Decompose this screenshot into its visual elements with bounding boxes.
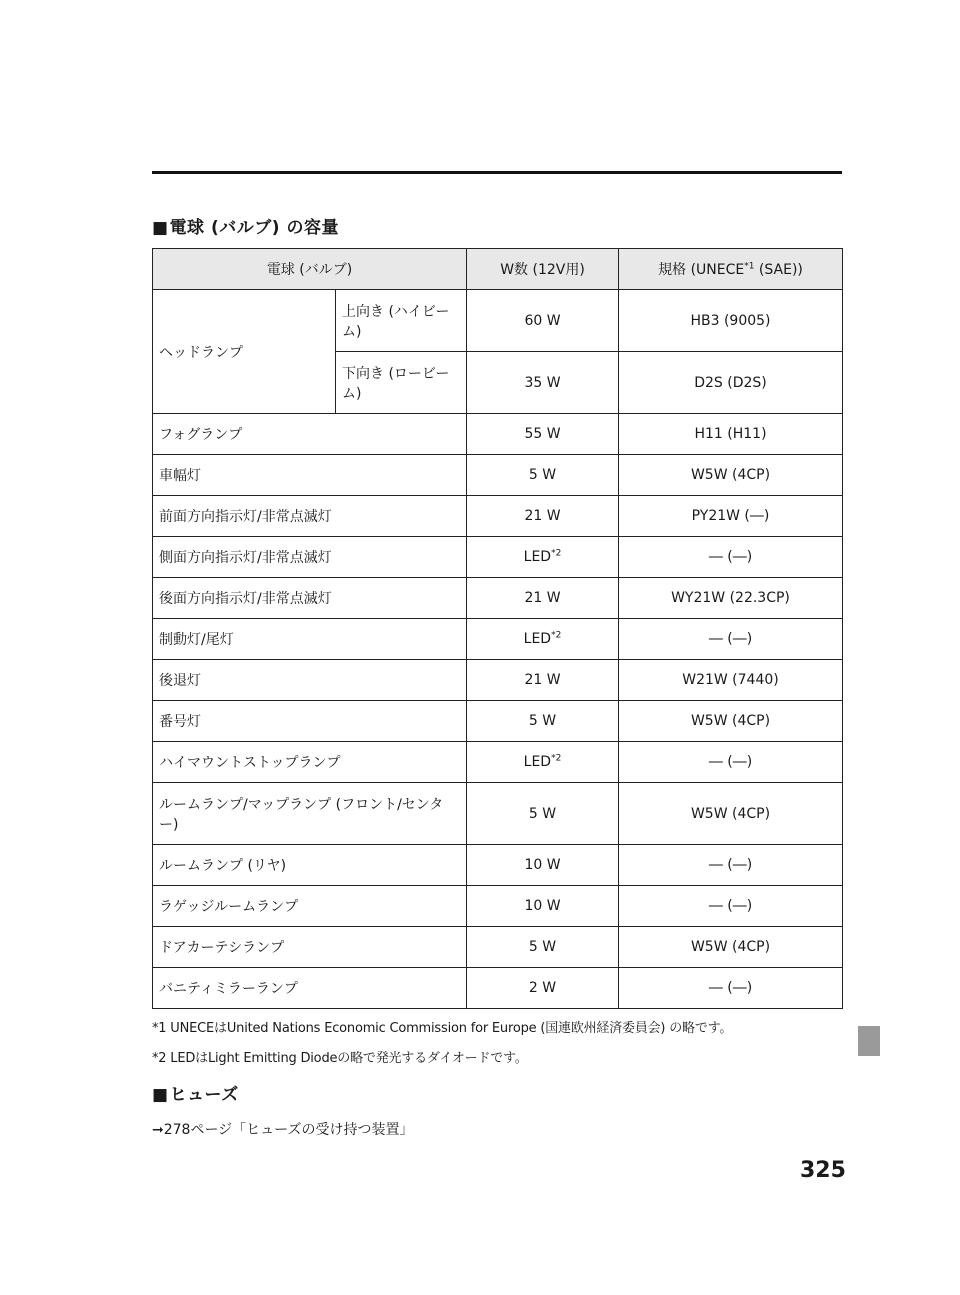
- header-watt: W数 (12V用): [467, 249, 619, 290]
- bulb-name: ルームランプ/マップランプ (フロント/センター): [153, 783, 467, 845]
- table-row: [153, 968, 843, 1009]
- bulb-spec: ― (―): [619, 537, 843, 578]
- header-spec-tail: (SAE)): [754, 262, 803, 278]
- bulb-watt-text: 21 W: [524, 590, 561, 606]
- table-row: [153, 660, 843, 701]
- bulb-watt-text: 5 W: [528, 713, 557, 729]
- bulb-watt-text: 2 W: [528, 980, 557, 996]
- bulb-section-title: 電球 (バルブ) の容量: [169, 218, 339, 238]
- bulb-watt: [467, 927, 619, 968]
- table-row: [153, 578, 843, 619]
- bulb-spec: W5W (4CP): [619, 701, 843, 742]
- bulb-watt-text: 55 W: [524, 426, 561, 442]
- bulb-spec: W5W (4CP): [619, 927, 843, 968]
- bulb-watt-text: 10 W: [524, 898, 561, 914]
- table-row: [153, 496, 843, 537]
- footnote-ref: *2: [551, 753, 562, 764]
- top-rule: [152, 171, 842, 174]
- bulb-name: ドアカーテシランプ: [153, 927, 467, 968]
- bulb-watt: [467, 742, 619, 783]
- bulb-watt-text: LED: [523, 631, 552, 647]
- bulb-spec: ― (―): [619, 968, 843, 1009]
- bulb-name: フォグランプ: [153, 414, 467, 455]
- bulb-spec: W5W (4CP): [619, 455, 843, 496]
- bulb-watt-text: LED: [523, 549, 552, 565]
- page-number: 325: [800, 1158, 846, 1183]
- table-row: [153, 845, 843, 886]
- footnote-1: *1 UNECEはUnited Nations Economic Commission for Europe (国連欧州経済委員会) の略です。: [152, 1021, 733, 1036]
- square-marker-icon: ■: [152, 1085, 169, 1105]
- header-spec: [619, 249, 843, 290]
- fuse-page-reference[interactable]: [152, 1119, 413, 1139]
- headlamp-high-watt: 60 W: [467, 290, 619, 352]
- footnote-ref: *2: [551, 548, 562, 559]
- bulb-name: 制動灯/尾灯: [153, 619, 467, 660]
- bulb-capacity-table: [152, 248, 843, 1009]
- header-spec-text: 規格 (UNECE: [658, 262, 745, 278]
- footnote-2: *2 LEDはLight Emitting Diodeの略で発光するダイオードです。: [152, 1051, 528, 1066]
- bulb-name: 車幅灯: [153, 455, 467, 496]
- table-row: [153, 742, 843, 783]
- bulb-name: 前面方向指示灯/非常点滅灯: [153, 496, 467, 537]
- bulb-watt-text: 5 W: [528, 805, 557, 822]
- bulb-spec: PY21W (―): [619, 496, 843, 537]
- bulb-watt: [467, 701, 619, 742]
- headlamp-low-label: 下向き (ロービーム): [336, 352, 467, 414]
- fuse-reference-text: 278ページ「ヒューズの受け持つ装置」: [163, 1122, 414, 1138]
- table-row: [153, 455, 843, 496]
- bulb-watt: [467, 619, 619, 660]
- bulb-spec: ― (―): [619, 845, 843, 886]
- square-marker-icon: ■: [152, 218, 169, 238]
- bulb-watt: [467, 578, 619, 619]
- table-row: [153, 886, 843, 927]
- bulb-watt: [467, 537, 619, 578]
- table-row: [153, 927, 843, 968]
- headlamp-low-watt: 35 W: [467, 352, 619, 414]
- header-spec-sup: *1: [744, 261, 755, 272]
- bulb-watt: [467, 455, 619, 496]
- arrow-right-icon: ➞: [152, 1122, 164, 1138]
- bulb-spec: ― (―): [619, 619, 843, 660]
- headlamp-low-spec: D2S (D2S): [619, 352, 843, 414]
- bulb-spec: ― (―): [619, 742, 843, 783]
- fuse-section-heading: [152, 1080, 239, 1105]
- bulb-name: 後退灯: [153, 660, 467, 701]
- bulb-spec: H11 (H11): [619, 414, 843, 455]
- bulb-name: 後面方向指示灯/非常点滅灯: [153, 578, 467, 619]
- bulb-watt-text: 5 W: [528, 467, 557, 483]
- bulb-name: 側面方向指示灯/非常点滅灯: [153, 537, 467, 578]
- footnote-ref: *2: [551, 630, 562, 641]
- bulb-spec: W5W (4CP): [619, 783, 843, 845]
- bulb-name: ハイマウントストップランプ: [153, 742, 467, 783]
- bulb-section-heading: [152, 213, 339, 238]
- fuse-section-title: ヒューズ: [169, 1085, 239, 1105]
- table-row: [153, 290, 843, 352]
- chapter-tab: [858, 1026, 880, 1056]
- bulb-name: バニティミラーランプ: [153, 968, 467, 1009]
- bulb-spec: W21W (7440): [619, 660, 843, 701]
- bulb-watt: [467, 414, 619, 455]
- table-row: [153, 537, 843, 578]
- bulb-watt: [467, 496, 619, 537]
- bulb-watt-text: 10 W: [524, 857, 561, 873]
- bulb-name: ルームランプ (リヤ): [153, 845, 467, 886]
- table-row: [153, 701, 843, 742]
- bulb-watt: [467, 783, 619, 845]
- bulb-name: 番号灯: [153, 701, 467, 742]
- table-header-row: [153, 249, 843, 290]
- bulb-watt: [467, 968, 619, 1009]
- bulb-spec: WY21W (22.3CP): [619, 578, 843, 619]
- headlamp-high-label: 上向き (ハイビーム): [336, 290, 467, 352]
- bulb-spec: ― (―): [619, 886, 843, 927]
- bulb-watt: [467, 886, 619, 927]
- table-row: [153, 414, 843, 455]
- table-row: [153, 783, 843, 845]
- headlamp-label: ヘッドランプ: [153, 290, 336, 414]
- bulb-watt-text: LED: [523, 754, 552, 770]
- headlamp-high-spec: HB3 (9005): [619, 290, 843, 352]
- bulb-watt: [467, 660, 619, 701]
- header-bulb: 電球 (バルブ): [153, 249, 467, 290]
- bulb-watt: [467, 845, 619, 886]
- table-row: [153, 619, 843, 660]
- bulb-watt-text: 21 W: [524, 508, 561, 524]
- bulb-name: ラゲッジルームランプ: [153, 886, 467, 927]
- bulb-watt-text: 5 W: [528, 939, 557, 955]
- bulb-watt-text: 21 W: [524, 672, 561, 688]
